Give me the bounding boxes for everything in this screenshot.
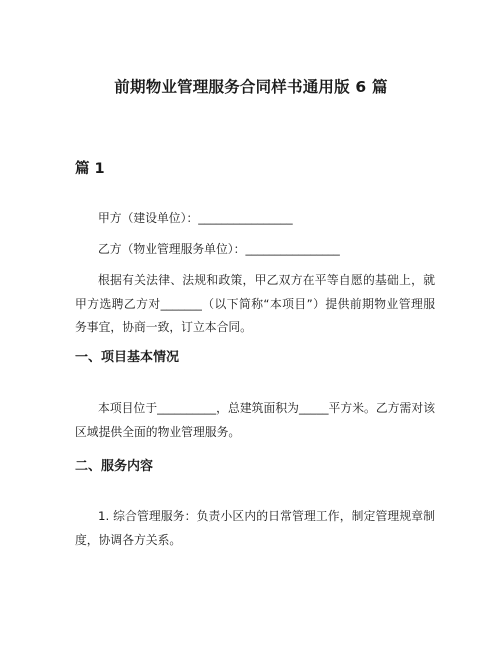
- party-b-line: 乙方（物业管理服务单位）：________________: [98, 242, 340, 256]
- section-2-heading: 二、服务内容: [75, 459, 154, 474]
- party-a-line: 甲方（建设单位）：________________: [98, 211, 293, 225]
- intro-paragraph: 根据有关法律、法规和政策，甲乙双方在平等自愿的基础上，就甲方选聘乙方对_______（以下简称“本项目”）提供前期物业管理服务事宜，协商一致，订立本合同。: [75, 273, 435, 334]
- section-1-heading: 一、项目基本情况: [75, 350, 180, 365]
- part-heading: 篇 1: [75, 161, 105, 177]
- document-title: 前期物业管理服务合同样书通用版 6 篇: [114, 78, 388, 96]
- section-2-item-1: 1. 综合管理服务：负责小区内的日常管理工作，制定管理规章制度，协调各方关系。: [75, 509, 435, 547]
- section-1-paragraph: 本项目位于__________，总建筑面积为_____平方米。乙方需对该区域提供全面的物业管理服务。: [75, 401, 435, 439]
